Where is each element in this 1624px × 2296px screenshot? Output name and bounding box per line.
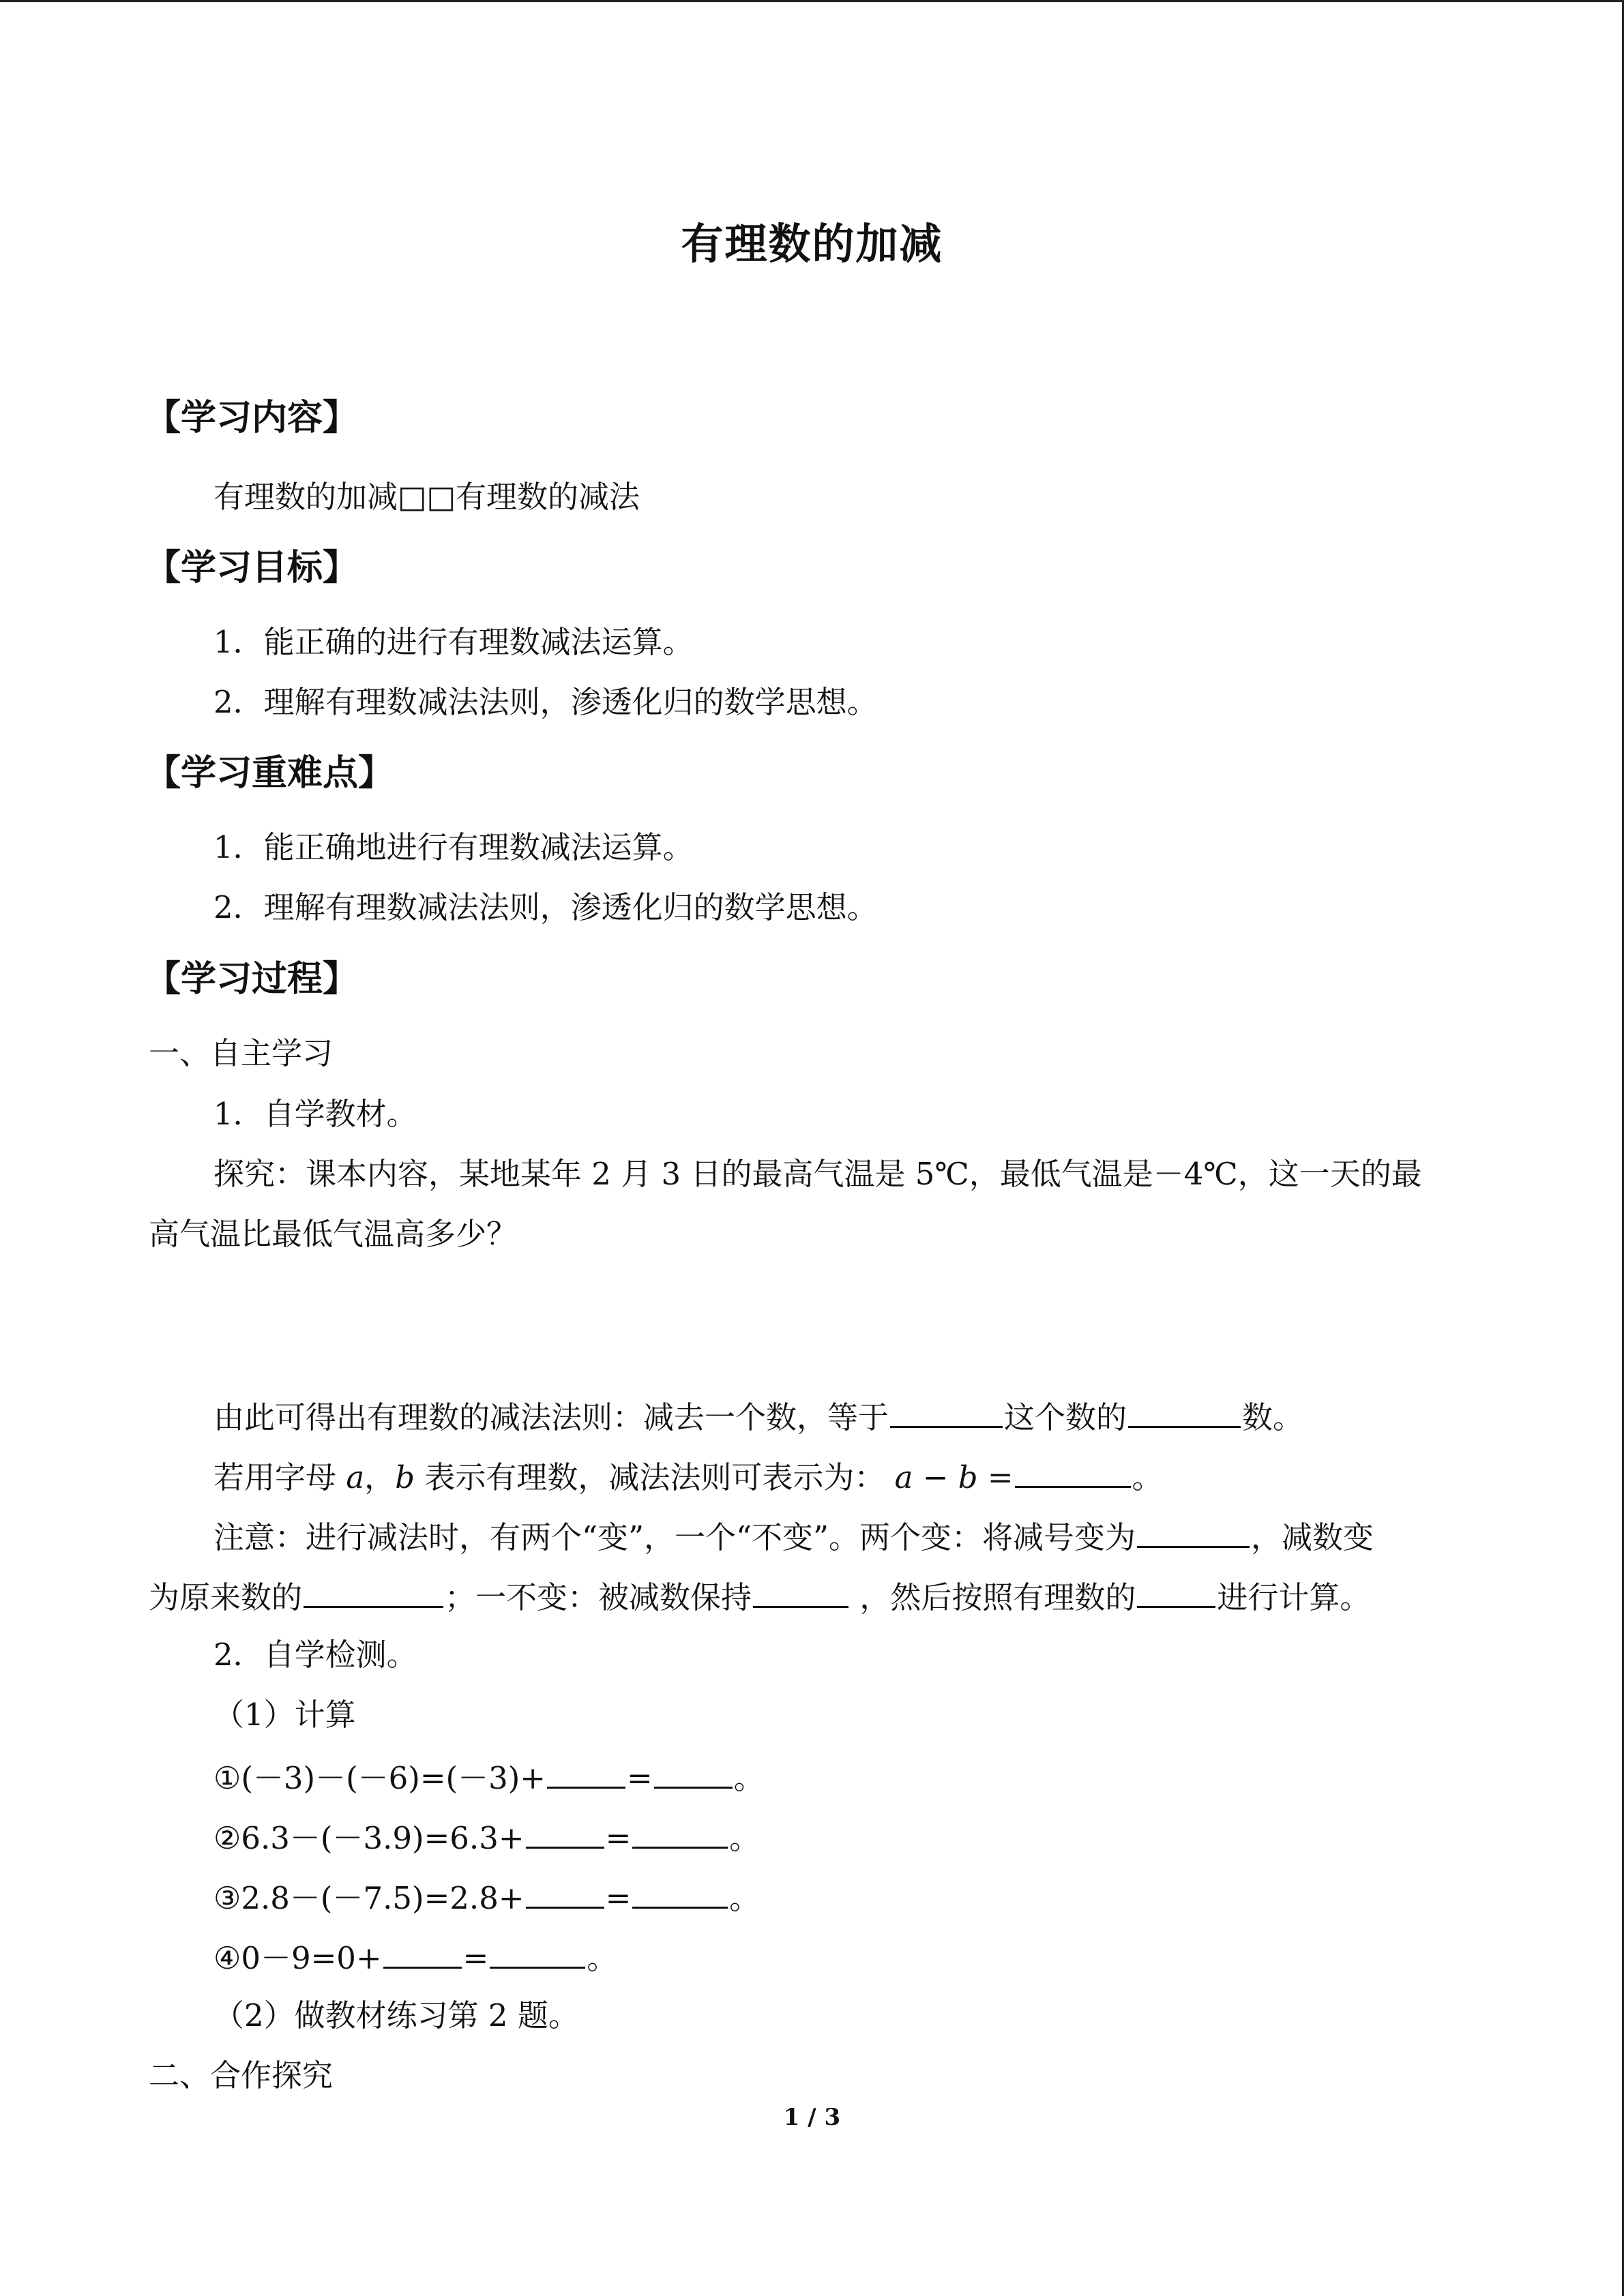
expression-blank[interactable] xyxy=(1015,1459,1131,1488)
part2-heading: 二、合作探究 xyxy=(149,2057,334,2093)
section-goals-heading: 【学习目标】 xyxy=(145,548,359,588)
letters-end: 。 xyxy=(1132,1459,1163,1495)
calc-2-eq: = xyxy=(605,1820,632,1856)
note-text-d: ；一不变：被减数保持 xyxy=(445,1579,752,1615)
page-number: 1 / 3 xyxy=(783,2104,841,2131)
note-blank-1[interactable] xyxy=(1137,1519,1250,1548)
keypoint-item-1: 1．能正确地进行有理数减法运算。 xyxy=(213,829,694,865)
calc-2-blank-1[interactable] xyxy=(526,1819,604,1849)
calc-item-1 xyxy=(213,1759,765,1796)
page-border-top xyxy=(0,0,1624,2)
goal-item-2: 2．理解有理数减法法则，渗透化归的数学思想。 xyxy=(213,684,878,720)
note-text-b: ，减数变 xyxy=(1251,1519,1374,1555)
calc-1-end: 。 xyxy=(733,1760,765,1796)
section-content-heading: 【学习内容】 xyxy=(145,398,359,438)
letters-sep: ， xyxy=(364,1459,396,1495)
calc-title: （1）计算 xyxy=(213,1697,356,1733)
note-blank-4[interactable] xyxy=(1137,1579,1215,1608)
calc-3-left: ③2.8－(－7.5)=2.8+ xyxy=(213,1880,525,1916)
rule-text-b: 这个数的 xyxy=(1004,1399,1127,1435)
subtraction-rule xyxy=(213,1399,1303,1433)
calc-4-end: 。 xyxy=(587,1940,618,1976)
explore-line-2: 高气温比最低气温高多少？ xyxy=(149,1216,518,1252)
calc-item-4 xyxy=(213,1939,618,1976)
calc-1-blank-1[interactable] xyxy=(547,1759,625,1789)
note-blank-2[interactable] xyxy=(304,1579,443,1608)
note-blank-3[interactable] xyxy=(753,1579,848,1608)
calc-4-blank-1[interactable] xyxy=(383,1939,462,1969)
calc-2-end: 。 xyxy=(729,1820,761,1856)
rule-text-c: 数。 xyxy=(1242,1399,1304,1435)
explore-line-1: 探究：课本内容，某地某年 2 月 3 日的最高气温是 5℃，最低气温是－4℃，这一天的最 xyxy=(213,1156,1422,1192)
item2-text: 2．自学检测。 xyxy=(213,1637,417,1673)
letters-text-b: 表示有理数，减法法则可表示为： xyxy=(424,1459,885,1495)
note-text-f: 进行计算。 xyxy=(1217,1579,1371,1615)
calc-4-eq: = xyxy=(462,1940,489,1976)
section-keypoints-heading: 【学习重难点】 xyxy=(145,753,394,794)
calc-item-2 xyxy=(213,1819,761,1856)
note-text-c: 为原来数的 xyxy=(149,1579,303,1615)
rule-text-a: 由此可得出有理数的减法法则：减去一个数，等于 xyxy=(213,1399,889,1435)
calc-2-blank-2[interactable] xyxy=(632,1819,728,1849)
goal-item-1: 1．能正确的进行有理数减法运算。 xyxy=(213,624,694,660)
note-text-e: ，然后按照有理数的 xyxy=(859,1579,1136,1615)
part1-heading: 一、自主学习 xyxy=(149,1035,334,1071)
calc-1-blank-2[interactable] xyxy=(654,1759,733,1789)
calc-item-3 xyxy=(213,1879,761,1916)
calc-4-blank-2[interactable] xyxy=(490,1939,585,1969)
note-line-1 xyxy=(213,1519,1374,1553)
rule-blank-1[interactable] xyxy=(890,1399,1003,1428)
page-title: 有理数的加减 xyxy=(681,219,943,269)
rule-expression: a − b = xyxy=(894,1459,1014,1495)
item1-text: 1．自学教材。 xyxy=(213,1096,417,1132)
letter-rule xyxy=(213,1459,1163,1493)
calc-3-eq: = xyxy=(605,1880,632,1916)
letters-text-a: 若用字母 xyxy=(213,1459,337,1495)
content-text: 有理数的加减□□有理数的减法 xyxy=(213,479,640,515)
calc-4-left: ④0－9=0+ xyxy=(213,1940,382,1976)
rule-blank-2[interactable] xyxy=(1128,1399,1241,1428)
calc-3-blank-2[interactable] xyxy=(632,1879,728,1909)
calc-3-end: 。 xyxy=(729,1880,761,1916)
var-a: a xyxy=(346,1459,365,1495)
calc-1-eq: = xyxy=(626,1760,653,1796)
note-line-2 xyxy=(149,1579,1370,1613)
note-text-a: 注意：进行减法时，有两个“变”，一个“不变”。两个变：将减号变为 xyxy=(213,1519,1136,1555)
keypoint-item-2: 2．理解有理数减法法则，渗透化归的数学思想。 xyxy=(213,889,878,925)
section-process-heading: 【学习过程】 xyxy=(145,959,359,1000)
exercise-text: （2）做教材练习第 2 题。 xyxy=(213,1997,579,2033)
calc-3-blank-1[interactable] xyxy=(526,1879,604,1909)
calc-2-left: ②6.3－(－3.9)=6.3+ xyxy=(213,1820,525,1856)
calc-1-left: ①(－3)－(－6)=(－3)+ xyxy=(213,1760,546,1796)
var-b: b xyxy=(395,1459,415,1495)
